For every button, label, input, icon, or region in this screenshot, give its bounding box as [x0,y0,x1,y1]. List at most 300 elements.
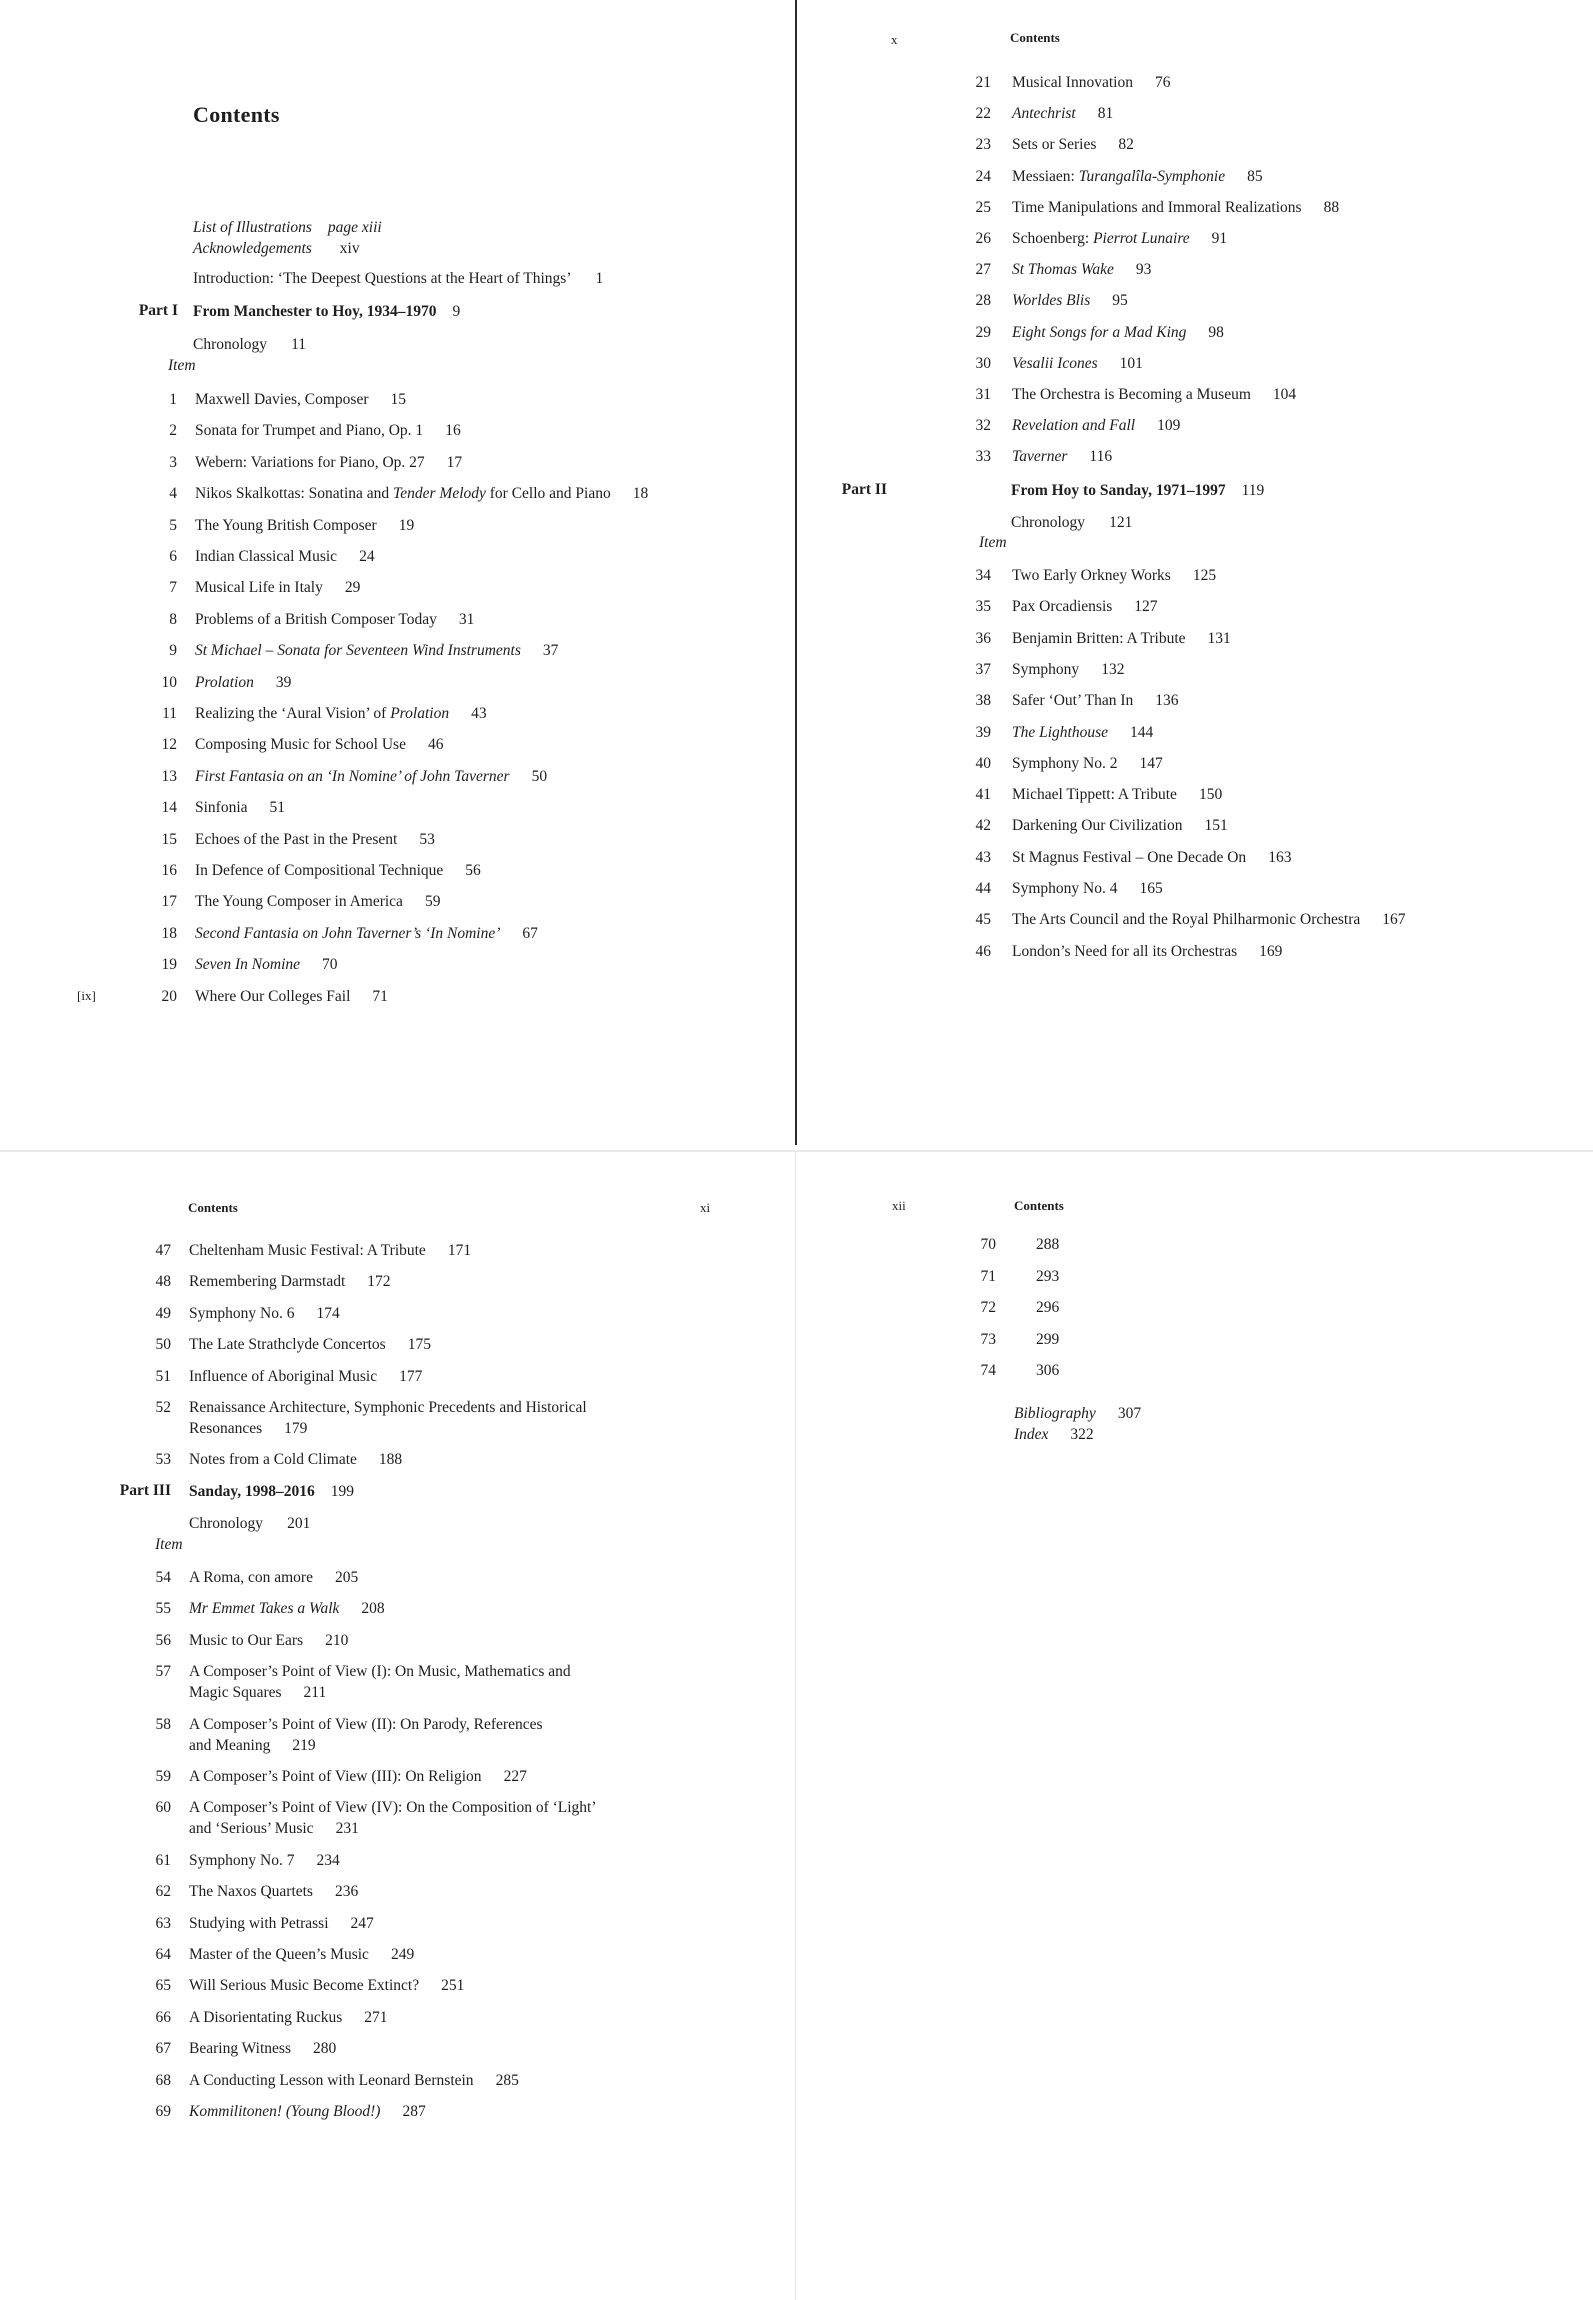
toc-item-title-pre: Messiaen: [1012,167,1079,185]
toc-item-number: 73 [980,1330,996,1348]
toc-item-page: 172 [367,1273,391,1291]
toc-item-title-pre: St Magnus Festival – One Decade On [1012,848,1247,866]
toc-item-title-pre: Michael Tippett: A Tribute [1012,786,1177,804]
toc-item-number: 48 [155,1273,171,1291]
toc-item-number: 68 [155,2071,171,2089]
toc-item [1012,723,1153,743]
toc-item [195,735,443,755]
toc-item-number: 41 [975,786,991,804]
toc-item-page: 175 [407,1336,431,1354]
toc-item-page: 125 [1192,567,1217,584]
toc-item-title-pre: Pax Orcadiensis [1012,598,1113,616]
toc-item-number: 12 [161,736,177,754]
toc-item-page: 165 [1139,880,1163,897]
toc-item-title: A Composer’s Point of View (I): On Music, Mathematics and [189,1663,571,1681]
item-column-label: Item [155,1536,183,1553]
toc-item-title-post: for Cello and Piano [485,485,611,503]
toc-item-title-it: Turangalîla-Symphonie [1078,167,1226,185]
toc-item [1012,691,1178,711]
toc-item-page: 24 [359,548,375,565]
toc-item [1012,167,1263,187]
toc-item [1014,1235,1059,1255]
toc-item-title: The Late Strathclyde Concertos [189,1336,386,1354]
toc-item-page: 234 [316,1851,340,1869]
toc-item-number: 47 [155,1242,171,1259]
toc-item [195,421,461,441]
toc-item [1012,73,1170,93]
page-title: Contents [193,102,280,127]
toc-item-page: 81 [1097,105,1114,123]
toc-item-page: 210 [325,1631,349,1649]
toc-item-page: 16 [445,422,461,440]
toc-item-page: 287 [402,2103,426,2120]
toc-item [1012,416,1180,436]
toc-item-number: 20 [161,987,177,1005]
toc-item-page: 95 [1112,292,1128,310]
toc-item-number: 13 [161,767,177,785]
toc-item-page: 109 [1157,417,1181,435]
toc-item-page: 208 [361,1600,385,1618]
toc-item [1012,260,1151,280]
toc-item-page: 306 [1036,1362,1060,1380]
toc-item-title: A Composer’s Point of View (III): On Religion [189,1768,482,1785]
item-column-label: Item [168,357,196,374]
toc-item-number: 30 [975,354,991,372]
toc-item-number: 40 [975,754,991,772]
toc-item-number: 18 [161,924,177,942]
toc-item-page: 53 [419,830,435,848]
toc-item-title-pre: Symphony No. 4 [1012,880,1118,897]
running-head: Contents [188,1200,238,1215]
toc-item-title: Renaissance Architecture, Symphonic Precedents and Historical [189,1399,587,1416]
toc-item-number: 22 [975,105,991,123]
toc-item [189,1914,374,1934]
toc-item-title: Mr Emmet Takes a Walk [189,1600,340,1618]
toc-item-number: 31 [975,386,991,403]
toc-item [189,1767,527,1787]
toc-item-number: 72 [980,1299,996,1317]
toc-item-title-pre: The Young Composer in America [195,893,403,911]
toc-item [1012,660,1124,680]
toc-item [189,1398,587,1418]
toc-item-number: 19 [161,956,177,974]
toc-item-page: 271 [364,2008,388,2026]
toc-item [189,2102,426,2122]
toc-item-title-it: Eight Songs for a Mad King [1012,323,1187,341]
toc-item-title: A Conducting Lesson with Leonard Bernstein [189,2071,474,2089]
toc-item-title-it: Taverner [1012,448,1068,466]
part-label: Part II [841,481,887,498]
toc-item-number: 33 [975,448,991,466]
toc-item-title-pre: Time Manipulations and Immoral Realizations [1012,198,1302,216]
toc-item-number: 50 [155,1336,171,1354]
toc-item-number: 4 [169,485,177,503]
toc-item-number: 3 [169,453,177,471]
toc-item-number: 37 [975,660,991,678]
toc-item-title-pre: Schoenberg: [1012,230,1094,247]
toc-item-number: 21 [975,74,991,91]
toc-item-page: 169 [1259,942,1283,960]
toc-item-number: 16 [161,862,177,879]
toc-item-title-it: St Michael – Sonata for Seventeen Wind Instruments [195,642,521,660]
toc-item-number: 65 [155,1977,171,1995]
toc-item [1012,447,1112,467]
toc-item-page: 132 [1101,660,1125,678]
toc-item-title-pre: London’s Need for all its Orchestras [1012,942,1238,960]
toc-item-title-pre: Safer ‘Out’ Than In [1012,692,1134,710]
toc-item-title: and ‘Serious’ Music [189,1820,314,1838]
toc-item [195,767,547,787]
toc-item [1012,354,1143,374]
toc-item [189,1976,464,1996]
toc-item-page: 179 [284,1420,308,1437]
toc-item-page: 211 [303,1684,327,1702]
toc-item-title-pre: Darkening Our Civilization [1012,817,1183,835]
toc-item-number: 74 [980,1362,996,1380]
toc-entry-chronology: Chronology 201 [189,1515,311,1532]
toc-item [1012,104,1113,124]
toc-item-title: Influence of Aboriginal Music [189,1367,378,1385]
toc-item [195,830,435,850]
toc-item-number: 44 [975,880,991,897]
toc-item-title: Resonances [189,1420,263,1437]
toc-item-number: 14 [161,799,177,817]
toc-item-page: 151 [1204,817,1228,835]
toc-item [1012,785,1222,805]
toc-item-page: 236 [334,1883,359,1901]
toc-item-title-it: Worldes Blis [1012,292,1091,310]
toc-item-title: and Meaning [189,1736,271,1754]
toc-item [189,1715,543,1735]
toc-item [1014,1267,1059,1287]
toc-item-number: 32 [975,417,991,435]
toc-item [1012,910,1406,930]
toc-item-title-it: Prolation [195,673,254,691]
toc-item-title: Music to Our Ears [189,1631,304,1649]
toc-item [195,578,360,598]
toc-item-number: 60 [155,1799,171,1817]
toc-item-number: 55 [155,1600,171,1618]
toc-item-title-pre: Problems of a British Composer Today [195,610,437,628]
toc-item-number: 24 [975,167,991,185]
toc-item [189,1568,358,1588]
toc-item-title-pre: Symphony No. 2 [1012,754,1118,772]
toc-item [1014,1361,1059,1381]
toc-item [195,390,406,410]
toc-item [195,924,538,944]
page-number: xi [700,1200,711,1215]
page-xii [797,1152,1593,2300]
toc-item [195,641,558,661]
toc-item-page: 76 [1154,74,1171,91]
toc-item-number: 59 [155,1768,171,1785]
toc-item [189,1851,340,1871]
toc-item [195,987,388,1007]
toc-item-title: Will Serious Music Become Extinct? [189,1977,420,1995]
toc-item-page: 205 [334,1569,359,1586]
toc-item [189,2039,336,2059]
page-gutter-lower [795,1152,796,2300]
toc-item-title: Remembering Darmstadt [189,1273,346,1291]
part-title: Sanday, 1998–2016 199 [189,1483,355,1500]
toc-item-page: 227 [503,1768,527,1785]
toc-item-number: 8 [169,610,177,628]
toc-item-number: 5 [169,516,177,534]
toc-item-number: 49 [155,1304,171,1322]
toc-item-title: Notes from a Cold Climate [189,1451,357,1469]
toc-item-number: 10 [161,673,177,691]
toc-item-number: 57 [155,1663,171,1681]
toc-item-title-it: Prolation [390,705,450,722]
toc-item [189,1662,571,1682]
toc-item-page: 43 [471,705,487,722]
toc-item [189,2071,519,2091]
toc-item-page: 247 [350,1914,374,1932]
toc-item-title: Kommilitonen! (Young Blood!) [189,2103,381,2120]
toc-item-number: 38 [975,692,991,710]
toc-item-number: 42 [975,817,991,835]
toc-item-page: 46 [427,736,444,754]
toc-item [189,1272,391,1292]
toc-item-page: 18 [632,485,649,503]
toc-item-page: 127 [1134,598,1158,616]
toc-item-title-it: Seven In Nomine [195,956,301,974]
toc-item-page: 104 [1272,386,1297,403]
toc-item [195,704,487,724]
toc-item-number: 39 [975,723,991,741]
part-label: Part I [138,302,178,319]
toc-item-number: 26 [975,230,991,247]
toc-item-page: 101 [1119,354,1143,372]
toc-item-number: 62 [155,1883,171,1901]
toc-item-title-pre: Echoes of the Past in the Present [195,830,398,848]
toc-item-number: 58 [155,1715,171,1733]
toc-item-title-it: Second Fantasia on John Taverner’s ‘In Nomine’ [195,924,501,942]
toc-item [1012,879,1163,899]
toc-item-page: 51 [269,799,286,817]
toc-item-title-pre: Indian Classical Music [195,548,338,565]
toc-item-page: 70 [322,956,338,974]
toc-item-title-pre: Realizing the ‘Aural Vision’ of [195,705,391,722]
toc-item-number: 1 [169,391,177,408]
toc-item [1012,597,1158,617]
toc-item-page: 249 [390,1946,415,1963]
toc-item [1014,1330,1059,1350]
toc-item-page: 251 [441,1977,465,1995]
toc-item-title-it: Vesalii Icones [1012,354,1098,372]
toc-item-title-pre: Musical Life in Italy [195,579,323,597]
toc-item [189,1419,307,1439]
toc-item-title-pre: The Young British Composer [195,516,377,534]
toc-item-title-pre: Sonata for Trumpet and Piano, Op. 1 [195,422,424,440]
toc-item-number: 51 [155,1367,171,1385]
toc-item-title: Symphony No. 6 [189,1304,295,1322]
toc-item-number: 23 [975,136,991,154]
toc-item-title-it: Tender Melody [393,485,486,503]
toc-item-title-it: Pierrot Lunaire [1093,230,1190,247]
toc-item [189,1819,359,1839]
toc-item-number: 27 [975,261,991,279]
toc-item [195,955,338,975]
toc-item [1012,566,1216,586]
toc-item-number: 64 [155,1946,171,1963]
toc-item-page: 15 [390,391,406,408]
toc-item [1012,942,1282,962]
toc-item [1012,291,1128,311]
toc-item-number: 52 [155,1399,171,1416]
toc-item-page: 288 [1036,1236,1060,1253]
toc-item [195,610,474,630]
toc-item [1012,848,1291,868]
toc-item [189,1304,340,1324]
toc-entry-illustrations: List of Illustrations page xiii [193,219,382,236]
toc-item-title-pre: Symphony [1012,660,1080,678]
toc-item [189,1683,326,1703]
toc-item-title-pre: Two Early Orkney Works [1012,567,1171,584]
toc-item-page: 147 [1139,754,1163,772]
toc-item-title: A Composer’s Point of View (II): On Parody, References [189,1715,543,1733]
toc-item-title-pre: Maxwell Davies, Composer [195,391,369,408]
toc-item [1012,229,1227,249]
toc-entry-acknowledgements: Acknowledgements xiv [193,240,360,257]
toc-item-page: 82 [1118,136,1134,154]
toc-item-page: 296 [1036,1299,1060,1317]
toc-item-title-pre: Webern: Variations for Piano, Op. 27 [195,453,425,471]
toc-item-page: 167 [1382,911,1406,929]
toc-item-page: 280 [312,2040,337,2058]
toc-item-page: 85 [1247,167,1263,185]
toc-entry-chronology: Chronology 11 [193,336,306,353]
toc-item-page: 67 [522,924,538,942]
toc-item-page: 71 [372,987,388,1005]
toc-item [189,1798,597,1818]
toc-item-number: 53 [155,1451,171,1469]
toc-item [195,798,285,818]
toc-entry-introduction: Introduction: ‘The Deepest Questions at the Heart of Things’ 1 [193,270,604,287]
toc-item-number: 29 [975,323,991,341]
toc-item [189,1599,385,1619]
toc-entry-chronology: Chronology 121 [1011,514,1133,531]
toc-item-page: 19 [398,516,415,534]
toc-item [189,1241,471,1261]
toc-item-page: 116 [1089,448,1113,466]
toc-item [1012,754,1163,774]
part-title: From Manchester to Hoy, 1934–1970 9 [193,303,461,320]
toc-item-number: 7 [169,579,177,597]
toc-item-title: Magic Squares [189,1684,282,1702]
toc-item [1012,816,1228,836]
page-ix [0,0,795,1150]
toc-item-number: 17 [161,893,177,911]
toc-item-page: 163 [1268,848,1292,866]
toc-item [1012,135,1134,155]
toc-item [189,1335,431,1355]
toc-item-number: 25 [975,198,991,216]
toc-item-number: 70 [980,1236,996,1253]
toc-item-title-it: St Thomas Wake [1012,261,1114,279]
toc-item-title-pre: Sets or Series [1012,136,1097,154]
toc-item-title-it: Revelation and Fall [1012,417,1136,435]
toc-item-title: Cheltenham Music Festival: A Tribute [189,1242,426,1259]
toc-item-number: 34 [975,567,991,584]
toc-item-title-pre: Nikos Skalkottas: Sonatina and [195,485,394,503]
toc-item-title-pre: The Arts Council and the Royal Philharmonic Orchestra [1012,911,1361,929]
toc-item-page: 131 [1207,629,1231,647]
toc-item [189,1367,422,1387]
toc-item [195,453,462,473]
toc-item-number: 2 [169,422,177,440]
toc-item-number: 9 [169,642,177,660]
toc-item-number: 69 [155,2103,171,2120]
toc-item-page: 299 [1036,1330,1060,1348]
item-column-label: Item [979,534,1007,551]
toc-item-number: 67 [155,2040,171,2058]
toc-item-number: 6 [169,548,177,565]
toc-item-page: 56 [465,862,481,879]
toc-item-page: 59 [424,893,441,911]
toc-item-page: 219 [292,1736,316,1754]
toc-item-page: 144 [1130,723,1154,741]
toc-item [189,2008,388,2028]
toc-item-title-it: The Lighthouse [1012,723,1109,741]
toc-item-number: 45 [975,911,991,929]
toc-item-page: 31 [458,610,475,628]
toc-item [189,1736,316,1756]
toc-item [195,516,414,536]
page-x [797,0,1593,1150]
toc-item-page: 188 [378,1451,403,1469]
part-title: From Hoy to Sanday, 1971–1997 119 [1011,482,1265,499]
toc-item-number: 71 [980,1267,996,1285]
toc-item [195,892,440,912]
toc-item [189,1450,402,1470]
toc-item-page: 37 [542,642,559,660]
running-head: Contents [1014,1198,1064,1213]
toc-item-title-pre: Musical Innovation [1012,74,1133,91]
toc-item-number: 66 [155,2008,171,2026]
page-number: [ix] [77,988,96,1003]
toc-item-title-pre: In Defence of Compositional Technique [195,862,444,879]
toc-item-title: A Composer’s Point of View (IV): On the Composition of ‘Light’ [189,1799,597,1817]
toc-item [195,547,375,567]
toc-item-number: 28 [975,292,991,310]
toc-item-page: 136 [1155,692,1179,710]
toc-item-page: 150 [1198,786,1223,804]
toc-item-page: 29 [344,579,361,597]
toc-item [1012,198,1339,218]
toc-item [189,1631,348,1651]
toc-item [189,1945,414,1965]
toc-entry-bibliography: Bibliography 307 [1014,1405,1142,1422]
toc-item-title-it: Antechrist [1012,105,1076,123]
toc-item-page: 177 [399,1367,423,1385]
toc-item-title: A Disorientating Ruckus [189,2008,343,2026]
part-label: Part III [119,1482,171,1499]
toc-item [195,484,648,504]
page-xi [0,1152,795,2300]
toc-item [1014,1298,1059,1318]
toc-item [195,861,481,881]
toc-item-number: 43 [975,848,991,866]
running-head: Contents [1010,30,1060,45]
toc-item-page: 293 [1036,1267,1060,1285]
toc-item-number: 61 [155,1851,171,1869]
toc-item-page: 98 [1208,323,1224,341]
toc-item-title-pre: Where Our Colleges Fail [195,987,351,1005]
toc-item-title-it: First Fantasia on an ‘In Nomine’ of John Taverner [195,767,510,785]
toc-item-number: 11 [162,705,177,722]
toc-item-page: 39 [275,673,292,691]
